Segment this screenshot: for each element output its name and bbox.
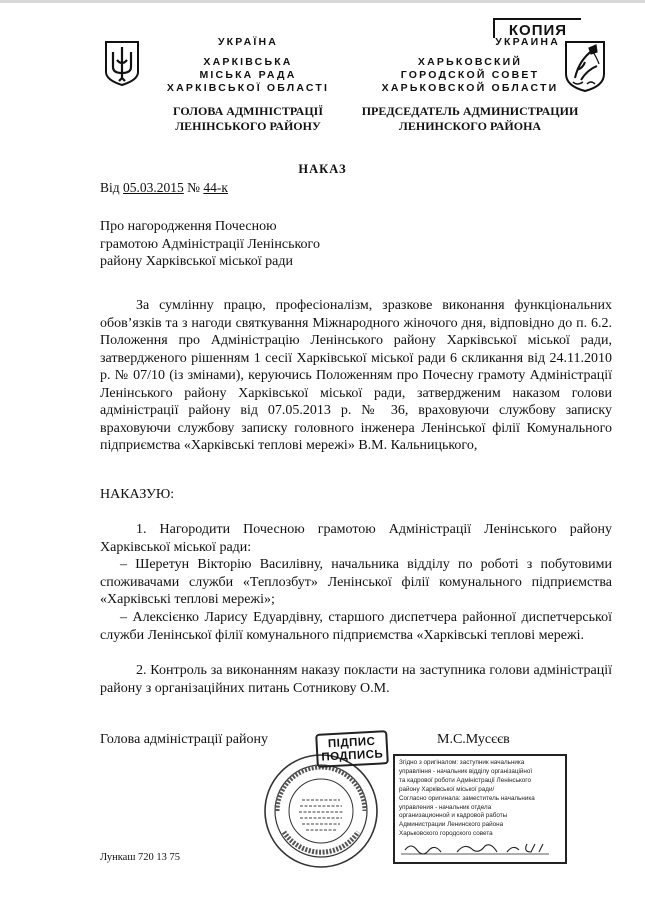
trident-emblem-icon: [103, 40, 141, 86]
signature-stamp-line2: ПОДПИСЬ: [321, 748, 384, 764]
header-right-line1: ХАРЬКОВСКИЙ: [417, 56, 523, 68]
approval-line: Администрации Ленинского района: [399, 821, 504, 829]
header-right-title1: ПРЕДСЕДАТЕЛЬ АДМИНИСТРАЦИИ: [361, 104, 579, 118]
header-left-title2: ЛЕНІНСЬКОГО РАЙОНУ: [175, 119, 321, 133]
copy-stamp: КОПИЯ: [493, 18, 581, 38]
footer-contact: Лункаш 720 13 75: [100, 852, 181, 863]
header-right-line3: ХАРЬКОВСКОЙ ОБЛАСТИ: [381, 82, 559, 94]
order-title: НАКАЗ: [298, 162, 347, 176]
approval-line: управления - начальник отдела: [399, 803, 492, 811]
signature-stamp-line1: ПІДПИС: [327, 735, 376, 751]
subject-line: грамотою Адміністрації Ленінського: [100, 236, 320, 252]
city-coat-of-arms-icon: [563, 40, 607, 92]
header-left-line2: МІСЬКА РАДА: [199, 69, 297, 81]
order-person-1: – Шеретун Вікторію Василівну, начальника відділу по роботі з побутовими споживачами служби «Теплозбут» Ленінської філії комунального підприємства «Харківські теплові мережі»;: [100, 557, 612, 607]
body-preamble: За сумлінну працю, професіоналізм, зразкове виконання функціональних обов’язків та з нагоди святкування Міжнародного жіночого дня, відповідно до п. 6.2. Положення про Адміністрацію Ленінського району Харківської міської ради, затвердженого рішенням 1 сесії Харківської міської ради 6 скликання від 24.11.2010 р. № 07/10 (із змінами), керуючись Положенням про Почесну грамоту Адміністрації Ленінського району Харківської міської ради, затвердженим наказом голови адміністрації району від 07.05.2013 р. № 36, враховуючи службову записку враховуючи службову записку головного інженера Ленінської філії Комунального підприємства «Харківські теплові мережі» В.М. Кальницького,: [100, 298, 612, 453]
approval-line: организационной и кадровой работы: [399, 812, 508, 820]
header-left-line1: ХАРКІВСЬКА: [203, 56, 293, 68]
header-right-line2: ГОРОДСКОЙ СОВЕТ: [400, 69, 540, 81]
approval-line: та кадрової роботи Адміністрації Ленінського: [399, 776, 531, 784]
order-item-2: 2. Контроль за виконанням наказу покласти на заступника голови адміністрації району з організаційних питань Сотникову О.М.: [100, 663, 612, 696]
approval-line: Згідно з оригіналом: заступник начальника: [399, 759, 525, 766]
header-left-country: УКРАЇНА: [217, 36, 279, 48]
order-number: 44-к: [203, 180, 228, 195]
subject-line: Про нагородження Почесною: [100, 219, 277, 234]
order-date: 05.03.2015: [123, 180, 184, 195]
date-prefix: Від: [100, 180, 120, 195]
signature-stamp: [315, 730, 389, 768]
order-item-1: 1. Нагородити Почесною грамотою Адміністрації Ленінського району Харківської міської ради:: [100, 522, 612, 555]
approval-line: району Харківської міської ради/: [399, 785, 495, 793]
handwritten-signature: [399, 840, 559, 856]
approval-line: управління - начальник відділу організаційної: [399, 767, 533, 775]
order-person-2: – Алексієнко Ларису Едуардівну, старшого диспетчера районної диспетчерської служби Ленінської філії комунального підприємства «Харківські теплові мережі.: [100, 610, 612, 643]
number-prefix: №: [187, 180, 201, 195]
order-date-line: [100, 180, 228, 196]
approval-stamp: [393, 754, 567, 864]
header-left-line3: ХАРКІВСЬКОЇ ОБЛАСТІ: [166, 82, 330, 94]
header-right-title2: ЛЕНИНСКОГО РАЙОНА: [398, 119, 542, 133]
official-round-seal: [262, 752, 380, 870]
approval-line: Согласно оригинала: заместитель начальника: [399, 794, 535, 802]
approval-line: Харьковского городского совета: [399, 830, 493, 838]
order-word: НАКАЗУЮ:: [100, 487, 175, 502]
signature-position: Голова адміністрації району: [100, 732, 268, 747]
signature-name: М.С.Мусєєв: [437, 732, 510, 747]
order-subject: [100, 218, 400, 271]
header-left-title1: ГОЛОВА АДМІНІСТРАЦІЇ: [173, 104, 323, 118]
subject-line: району Харківської міської ради: [100, 254, 293, 269]
header-right-country: УКРАИНА: [495, 36, 560, 48]
scan-edge: [0, 0, 645, 3]
